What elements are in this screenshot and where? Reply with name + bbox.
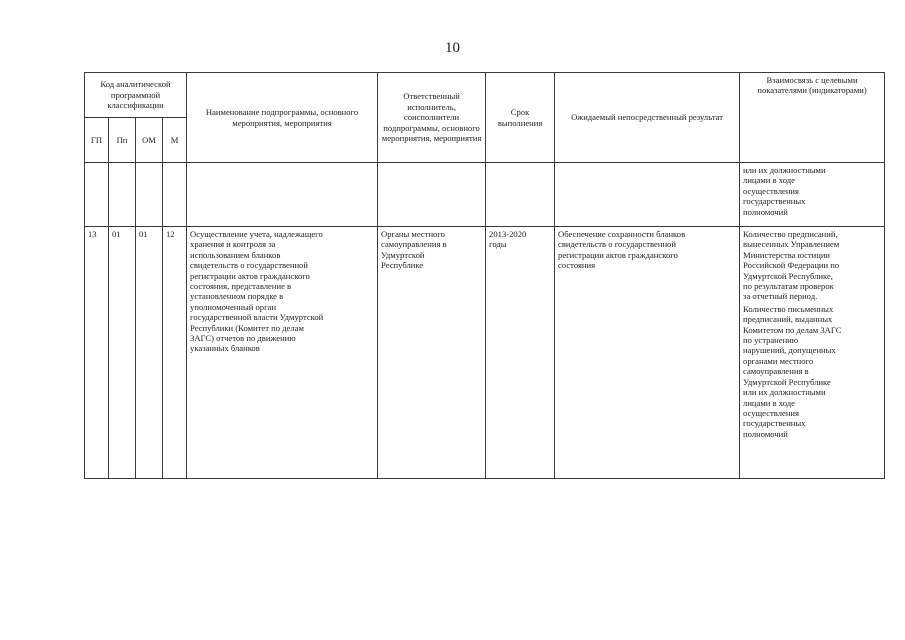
header-link: Взаимосвязь с целевыми показателями (индикаторами): [740, 73, 885, 163]
indicator-1: [743, 229, 881, 302]
text-line: Российской Федерации по: [743, 260, 840, 271]
text-line: государственных: [743, 418, 806, 429]
header-col-pp: Пп: [109, 118, 136, 163]
text-line: уполномоченный орган: [190, 301, 277, 312]
text-line: свидетельств о государственной: [190, 260, 308, 271]
text-line: или их должностными: [743, 165, 826, 175]
cell-empty: [486, 163, 555, 227]
text-line: или их должностными: [743, 387, 826, 398]
text-line: по устранению: [743, 335, 799, 346]
header-result: Ожидаемый непосредственный результат: [555, 73, 740, 163]
continuation-row: [85, 163, 885, 227]
text-line: за отчетный период.: [743, 291, 818, 302]
text-line: полномочий: [743, 206, 788, 217]
text-line: лицами в ходе: [743, 175, 795, 186]
text-line: Количество предписаний,: [743, 229, 838, 239]
cell-empty: [187, 163, 378, 227]
text-line: состояния, представление в: [190, 281, 292, 292]
header-row-1: [85, 73, 885, 118]
text-line: Комитетом по делам ЗАГС: [743, 324, 842, 335]
header-col-om: ОМ: [136, 118, 163, 163]
cell-term: [486, 227, 555, 479]
text-line: годы: [489, 239, 507, 250]
text-line: указанных бланков: [190, 343, 260, 354]
text-line: государственных: [743, 196, 806, 207]
text-line: Осуществление учета, надлежащего: [190, 229, 323, 239]
header-col-m: М: [163, 118, 187, 163]
text-line: 2013-2020: [489, 229, 527, 239]
text-line: Удмуртской: [381, 249, 425, 260]
text-line: регистрации актов гражданского: [190, 270, 310, 281]
text-line: государственной власти Удмуртской: [190, 312, 324, 323]
cell-empty: [136, 163, 163, 227]
text-line: по результатам проверок: [743, 281, 834, 292]
text-line: хранения и контроля за: [190, 239, 276, 250]
program-activities-table: [84, 72, 885, 479]
header-name: Наименование подпрограммы, основного мероприятия, мероприятия: [187, 73, 378, 163]
cell-expected-result: [555, 227, 740, 479]
cell-responsible: [378, 227, 486, 479]
text-line: Обеспечение сохранности бланков: [558, 229, 686, 239]
cell-activity-name: [187, 227, 378, 479]
text-line: Удмуртской Республике,: [743, 270, 833, 281]
table-row: [85, 227, 885, 479]
text-line: вынесенных Управлением: [743, 239, 840, 250]
cell-empty: [109, 163, 136, 227]
text-line: состояния: [558, 260, 596, 271]
header-col-gp: ГП: [85, 118, 109, 163]
text-line: осуществления: [743, 407, 799, 418]
text-line: Республике: [381, 260, 424, 271]
cell-empty: [378, 163, 486, 227]
header-term: Срок выполнения: [486, 73, 555, 163]
text-line: лицами в ходе: [743, 397, 795, 408]
cell-gp: 13: [85, 227, 109, 479]
text-line: Органы местного: [381, 229, 445, 239]
text-line: нарушений, допущенных: [743, 345, 836, 356]
text-line: регистрации актов гражданского: [558, 249, 678, 260]
text-line: предписаний, выданных: [743, 314, 833, 325]
text-line: самоуправления в: [381, 239, 447, 250]
cell-pp: 01: [109, 227, 136, 479]
text-line: Удмуртской Республике: [743, 376, 831, 387]
header-responsible: Ответственный исполнитель, соисполнители подпрограммы, основного мероприятия, мероприятия: [378, 73, 486, 163]
cell-om: 01: [136, 227, 163, 479]
header-code-group: Код аналитической программной классификации: [85, 73, 187, 118]
cell-empty: [85, 163, 109, 227]
text-line: свидетельств о государственной: [558, 239, 676, 250]
indicator-2: [743, 304, 881, 439]
text-line: ЗАГС) отчетов по движению: [190, 333, 296, 344]
text-line: Республики (Комитет по делам: [190, 322, 304, 333]
cell-empty: [163, 163, 187, 227]
text-line: Министерства юстиции: [743, 249, 831, 260]
cell-empty: [555, 163, 740, 227]
text-line: самоуправления в: [743, 366, 809, 377]
cell-indicators: [740, 227, 885, 479]
text-line: использованием бланков: [190, 249, 281, 260]
text-line: полномочий: [743, 428, 788, 439]
page-number: 10: [445, 40, 460, 56]
text-line: Количество письменных: [743, 303, 834, 314]
text-line: органами местного: [743, 355, 814, 366]
text-line: установленном порядке в: [190, 291, 284, 302]
text-line: осуществления: [743, 185, 799, 196]
cell-link-continuation: [740, 163, 885, 227]
cell-m: 12: [163, 227, 187, 479]
